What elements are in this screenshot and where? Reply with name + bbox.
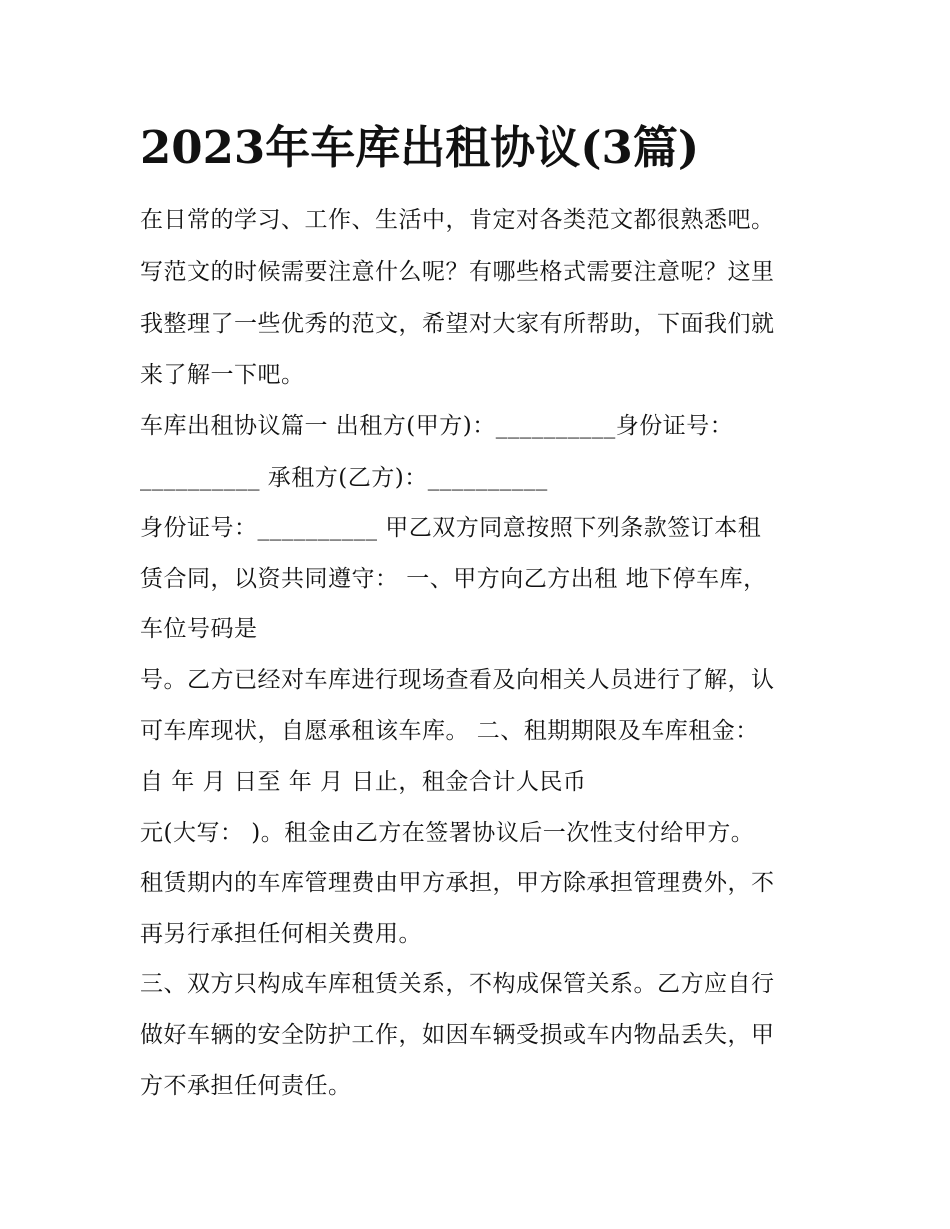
paragraph-line: 赁合同，以资共同遵守： 一、甲方向乙方出租 地下停车库， [140, 566, 767, 592]
paragraph-line: 写范文的时候需要注意什么呢？有哪些格式需要注意呢？这里 [140, 259, 775, 285]
paragraph-line: 号。乙方已经对车库进行现场查看及向相关人员进行了解，认 [140, 667, 775, 693]
paragraph-line: 做好车辆的安全防护工作，如因车辆受损或车内物品丢失，甲 [140, 1022, 775, 1048]
paragraph-line: 元(大写： )。租金由乙方在签署协议后一次性支付给甲方。 [140, 820, 755, 846]
paragraph-line: 三、双方只构成车库租赁关系，不构成保管关系。乙方应自行 [140, 971, 775, 997]
paragraph-line: 方不承担任何责任。 [140, 1073, 352, 1099]
paragraph-line: 自 年 月 日至 年 月 日止，租金合计人民币 [140, 769, 587, 795]
paragraph-line: 车位号码是 [140, 616, 258, 642]
paragraph-line: 可车库现状，自愿承租该车库。 二、租期期限及车库租金： [140, 718, 759, 744]
paragraph-line: 租赁期内的车库管理费由甲方承担，甲方除承担管理费外，不 [140, 870, 775, 896]
paragraph-line: 我整理了一些优秀的范文，希望对大家有所帮助，下面我们就 [140, 311, 775, 337]
paragraph-line: 身份证号：__________ 甲乙双方同意按照下列条款签订本租 [140, 515, 762, 541]
paragraph-line: 来了解一下吧。 [140, 362, 305, 388]
paragraph-line: 车库出租协议篇一 出租方(甲方)：__________身份证号： [140, 413, 734, 439]
document-title: 2023年车库出租协议(3篇) [140, 121, 700, 174]
paragraph-line: 再另行承担任何相关费用。 [140, 921, 422, 947]
paragraph-line: __________ 承租方(乙方)：__________ [140, 465, 548, 491]
paragraph-line: 在日常的学习、工作、生活中，肯定对各类范文都很熟悉吧。 [140, 207, 775, 233]
